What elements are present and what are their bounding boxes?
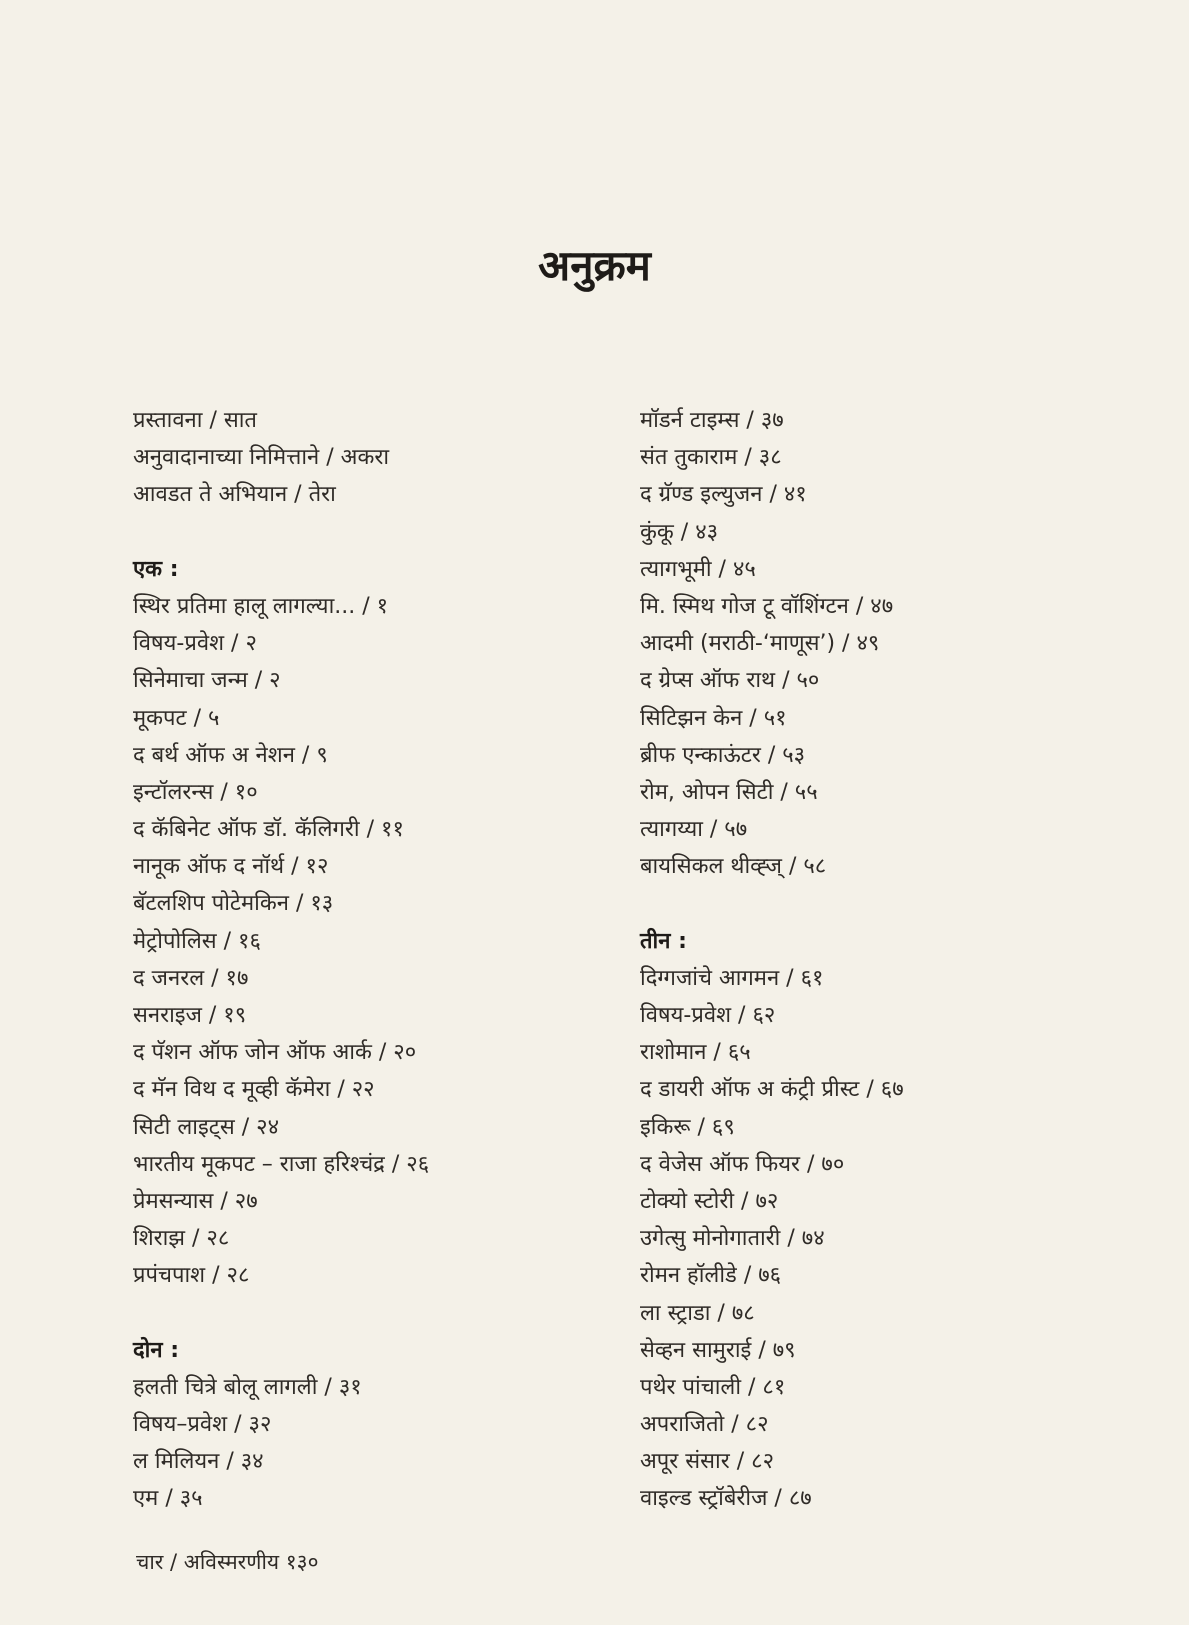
- toc-entry: सिटी लाइट्स / २४: [133, 1114, 280, 1140]
- toc-entry: बायसिकल थीव्ह्ज् / ५८: [640, 854, 827, 880]
- toc-entry: कुंकू / ४३: [640, 519, 719, 545]
- toc-entry: द वेजेस ऑफ फियर / ७०: [640, 1151, 845, 1177]
- toc-entry: रोमन हॉलीडे / ७६: [640, 1263, 782, 1289]
- spacer: [640, 885, 1160, 922]
- toc-entry: मेट्रोपोलिस / १६: [133, 928, 261, 954]
- toc-entry: सिनेमाचा जन्म / २: [133, 668, 281, 694]
- toc-entry: त्यागय्या / ५७: [640, 817, 748, 843]
- page-footer: चार / अविस्मरणीय १३०: [136, 1550, 319, 1574]
- toc-entry: स्थिर प्रतिमा हालू लागल्या... / १: [133, 593, 389, 619]
- toc-entry: सनराइज / १९: [133, 1003, 247, 1028]
- toc-entry: वाइल्ड स्ट्रॉबेरीज / ८७: [640, 1486, 812, 1512]
- toc-entry: द ग्रॅण्ड इल्युजन / ४१: [640, 482, 807, 508]
- toc-entry: अनुवादानाच्या निमित्ताने / अकरा: [133, 445, 390, 471]
- toc-entry: बॅटलशिप पोटेमकिन / १३: [133, 891, 334, 917]
- toc-entry: सिटिझन केन / ५१: [640, 705, 787, 731]
- toc-entry: द ग्रेप्स ऑफ राथ / ५०: [640, 668, 820, 694]
- section-heading: एक :: [133, 556, 179, 582]
- toc-entry: उगेत्सु मोनोगातारी / ७४: [640, 1226, 825, 1252]
- toc-entry: रोम, ओपन सिटी / ५५: [640, 779, 818, 805]
- toc-entry: इकिरू / ६९: [640, 1114, 735, 1140]
- toc-entry: अपूर संसार / ८२: [640, 1449, 775, 1475]
- toc-entry: पथेर पांचाली / ८१: [640, 1374, 786, 1400]
- toc-entry: आदमी (मराठी-‘माणूस’) / ४९: [640, 631, 880, 657]
- spacer: [133, 514, 613, 551]
- toc-entry: विषय-प्रवेश / २: [133, 631, 257, 657]
- toc-entry: मूकपट / ५: [133, 705, 220, 731]
- toc-entry: अपराजितो / ८२: [640, 1412, 769, 1438]
- section-heading: तीन :: [640, 928, 687, 954]
- toc-entry: द मॅन विथ द मूव्ही कॅमेरा / २२: [133, 1077, 375, 1103]
- toc-entry: द जनरल / १७: [133, 965, 249, 991]
- toc-entry: मॉडर्न टाइम्स / ३७: [640, 408, 784, 433]
- toc-entry: ला स्ट्राडा / ७८: [640, 1300, 755, 1326]
- toc-entry: शिराझ / २८: [133, 1226, 230, 1252]
- toc-entry: सेव्हन सामुराई / ७९: [640, 1337, 796, 1363]
- toc-entry: प्रेमसन्यास / २७: [133, 1188, 258, 1214]
- toc-entry: आवडत ते अभियान / तेरा: [133, 482, 336, 508]
- toc-entry: त्यागभूमी / ४५: [640, 556, 756, 582]
- spacer: [133, 1295, 613, 1332]
- toc-entry: द पॅशन ऑफ जोन ऑफ आर्क / २०: [133, 1040, 417, 1066]
- toc-entry: टोक्यो स्टोरी / ७२: [640, 1188, 779, 1214]
- toc-entry: प्रस्तावना / सात: [133, 408, 257, 433]
- toc-entry: नानूक ऑफ द नॉर्थ / १२: [133, 854, 329, 880]
- toc-entry: एम / ३५: [133, 1486, 203, 1512]
- contents-left-column: [133, 402, 613, 1518]
- toc-entry: संत तुकाराम / ३८: [640, 445, 782, 471]
- contents-right-column: [640, 402, 1160, 1518]
- toc-entry: विषय-प्रवेश / ६२: [640, 1003, 776, 1028]
- toc-entry: भारतीय मूकपट – राजा हरिश्चंद्र / २६: [133, 1151, 430, 1177]
- toc-entry: विषय–प्रवेश / ३२: [133, 1412, 272, 1438]
- page-title: अनुक्रम: [538, 241, 651, 290]
- toc-entry: राशोमान / ६५: [640, 1040, 751, 1066]
- toc-entry: ल मिलियन / ३४: [133, 1449, 264, 1475]
- toc-entry: हलती चित्रे बोलू लागली / ३१: [133, 1374, 362, 1400]
- toc-entry: ब्रीफ एन्काऊंटर / ५३: [640, 742, 806, 768]
- section-heading: दोन :: [133, 1337, 180, 1363]
- toc-entry: द कॅबिनेट ऑफ डॉ. कॅलिगरी / ११: [133, 817, 404, 843]
- toc-entry: इन्टॉलरन्स / १०: [133, 779, 258, 805]
- toc-entry: दिग्गजांचे आगमन / ६१: [640, 965, 824, 991]
- toc-entry: द डायरी ऑफ अ कंट्री प्रीस्ट / ६७: [640, 1077, 904, 1103]
- toc-entry: प्रपंचपाश / २८: [133, 1263, 250, 1289]
- toc-entry: द बर्थ ऑफ अ नेशन / ९: [133, 742, 328, 768]
- toc-entry: मि. स्मिथ गोज टू वॉशिंग्टन / ४७: [640, 593, 894, 619]
